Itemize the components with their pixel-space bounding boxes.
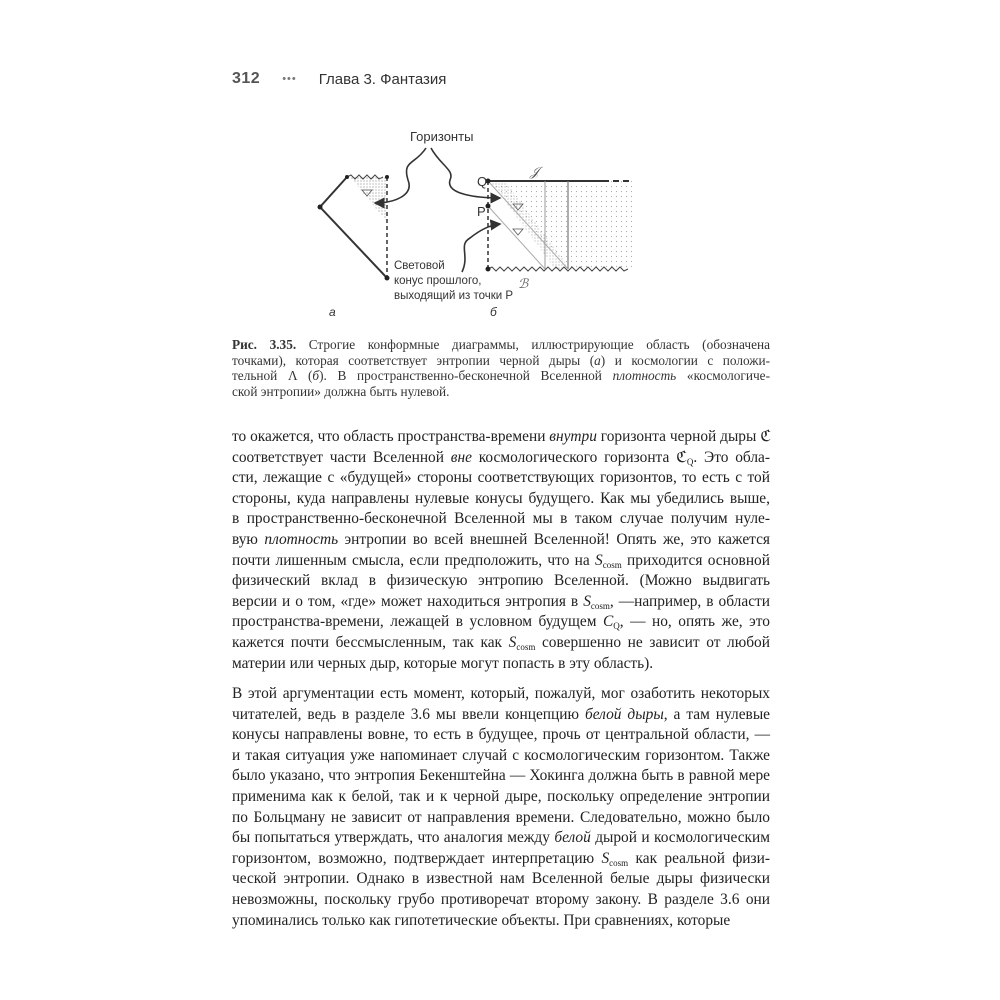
light-cone-label-3: выходящий из точки P	[394, 290, 514, 302]
diagram-b	[486, 179, 633, 272]
text-run: и такая ситуация уже напоминает случай с космологическим горизонтом. Также	[232, 746, 770, 764]
text-line	[232, 849, 770, 870]
light-cone-icon	[513, 229, 523, 235]
text-run: S	[601, 849, 610, 867]
text-run: бы попытаться утверждать, что аналогия между	[232, 829, 555, 847]
text-run: б	[312, 368, 320, 383]
light-cone-label-1: Световой	[394, 260, 445, 272]
panel-a-label: а	[329, 305, 336, 319]
text-line	[232, 368, 770, 384]
text-run: как реальной физи-	[628, 849, 770, 867]
text-run: стороны, куда направлены нулевые конусы будущего. Как мы убедились выше,	[232, 489, 770, 507]
text-run: , —например, в области	[609, 592, 770, 610]
text-run: S	[583, 592, 591, 610]
text-line	[232, 468, 770, 489]
text-run: ческой энтропии. Однако в известной нам Вселенной белые дыры физически	[232, 870, 770, 888]
header-separator: •••	[282, 73, 297, 85]
text-run: белой дыры	[584, 705, 664, 723]
text-run: внутри	[549, 428, 597, 445]
text-line	[232, 787, 770, 808]
text-run: а	[594, 352, 601, 368]
text-line	[232, 808, 770, 829]
text-line	[232, 592, 770, 613]
text-line	[232, 684, 770, 705]
text-line	[232, 427, 770, 448]
horizons-label: Горизонты	[410, 129, 474, 144]
text-line	[232, 633, 770, 654]
text-run: космологического горизонта ℭ	[471, 448, 687, 466]
text-run: по Больцману не зависит от направления времени. Следовательно, можно было	[232, 808, 770, 826]
text-run: ) и космологии с положи-	[600, 352, 771, 368]
text-run: В этой аргументации есть момент, который, пожалуй, мог озаботить некоторых	[232, 685, 770, 702]
text-run: кажется почти бессмысленным, так как	[232, 633, 509, 651]
text-run: тельной Λ (	[232, 368, 313, 383]
big-bang-label: ℬ	[518, 277, 529, 292]
text-run: конусы направлены вовне, то есть в будущее, прочь от центральной области, —	[232, 726, 770, 744]
chapter-title: Глава 3. Фантазия	[318, 70, 447, 88]
text-run: энтропии во всей внешней Вселенной! Опять же, это кажется	[338, 530, 770, 548]
text-line	[232, 571, 770, 592]
text-run: материи или черных дыр, которые могут попасть в эту область).	[232, 654, 654, 672]
text-line	[232, 353, 770, 369]
diagram-a	[318, 175, 390, 281]
text-run: точками), которая соответствует энтропии черной дыры (	[232, 352, 595, 368]
text-run: сти, лежащие с «будущей» стороны соответствующих горизонтов, то есть с той	[232, 469, 770, 487]
text-run: белой	[554, 829, 591, 847]
text-line	[232, 489, 770, 510]
text-run: приходится основной	[621, 551, 770, 569]
text-line	[232, 530, 770, 551]
text-run: соответствует части Вселенной	[232, 448, 451, 466]
text-run: плотность	[264, 530, 339, 548]
text-line	[232, 725, 770, 746]
text-run: . Это обла-	[693, 448, 771, 466]
point-p-label: P	[477, 204, 486, 219]
text-run: плотность	[612, 368, 677, 383]
paragraph-2	[232, 684, 770, 931]
subscript: Q	[686, 456, 694, 467]
text-run: было указано, что энтропия Бекенштейна — Хокинга должна быть в равной мере	[232, 767, 770, 785]
text-run: дырой и космологическим	[590, 829, 770, 847]
figure-number: Рис. 3.35.	[232, 337, 297, 352]
text-line	[232, 869, 770, 890]
light-cone-label-2: конус прошлого,	[394, 275, 482, 287]
text-line	[232, 612, 770, 633]
text-run: вую	[232, 530, 265, 548]
text-run: физический вклад в физическую энтропию Вселенной. (Можно выдвигать	[232, 572, 770, 590]
text-line	[232, 384, 770, 400]
text-run: Строгие конформные диаграммы, иллюстрирующие область (обозначена	[296, 337, 770, 352]
subscript: cosm	[609, 857, 629, 868]
text-line	[232, 448, 770, 469]
text-run: в пространственно-бесконечной Вселенной мы в таком случае получим нуле-	[232, 510, 770, 528]
text-run: S	[595, 551, 603, 569]
figure-caption	[232, 337, 770, 399]
text-run: ской энтропии» должна быть нулевой.	[232, 383, 450, 399]
text-run: читателей, ведь в разделе 3.6 мы ввели концепцию	[232, 705, 585, 723]
text-run: то окажется, что область пространства-времени	[232, 428, 550, 445]
subscript: cosm	[516, 641, 536, 652]
subscript: cosm	[602, 559, 622, 570]
subscript: cosm	[590, 600, 610, 611]
text-run: почти лишенным смысла, если предположить, что на	[232, 551, 596, 569]
subscript: Q	[613, 621, 620, 632]
text-run: применима как к белой, так и к черной дыре, поскольку определение энтропии	[232, 787, 770, 805]
text-run: вне	[450, 448, 472, 466]
text-line	[232, 551, 770, 572]
text-line	[232, 705, 770, 726]
text-line	[232, 911, 770, 932]
text-line	[232, 766, 770, 787]
future-infinity-label: 𝒥	[530, 165, 539, 180]
text-run: версии и о том, «где» может находиться энтропия в	[232, 592, 584, 610]
point-q-label: Q	[477, 174, 488, 189]
text-run: совершенно не зависит от любой	[535, 633, 770, 651]
text-line	[232, 337, 770, 353]
text-run: горизонта черной дыры ℭ	[596, 428, 772, 445]
conformal-diagrams-figure	[0, 0, 1000, 330]
text-run: упоминались только как гипотетические объекты. При сравнениях, которые	[232, 911, 731, 929]
page-number: 312	[232, 70, 261, 87]
text-line	[232, 654, 770, 675]
text-run: ). В пространственно-бесконечной Вселенной	[319, 368, 613, 383]
text-run: , — но, опять же, это	[619, 613, 770, 631]
text-run: пространства-времени, лежащей в условном будущем	[232, 613, 603, 631]
text-line	[232, 828, 770, 849]
text-run: невозможны, поскольку грубо противоречат второму закону. В разделе 3.6 они	[232, 890, 770, 908]
text-run: горизонтом, возможно, подтверждает интерпретацию	[232, 849, 602, 867]
text-run: C	[602, 613, 614, 631]
text-line	[232, 509, 770, 530]
text-line	[232, 746, 770, 767]
paragraph-1	[232, 427, 770, 674]
text-run: «космологиче-	[676, 368, 770, 383]
text-run: , а там нулевые	[663, 705, 770, 723]
panel-b-label: б	[490, 305, 497, 319]
text-run: S	[508, 633, 517, 651]
text-line	[232, 890, 770, 911]
